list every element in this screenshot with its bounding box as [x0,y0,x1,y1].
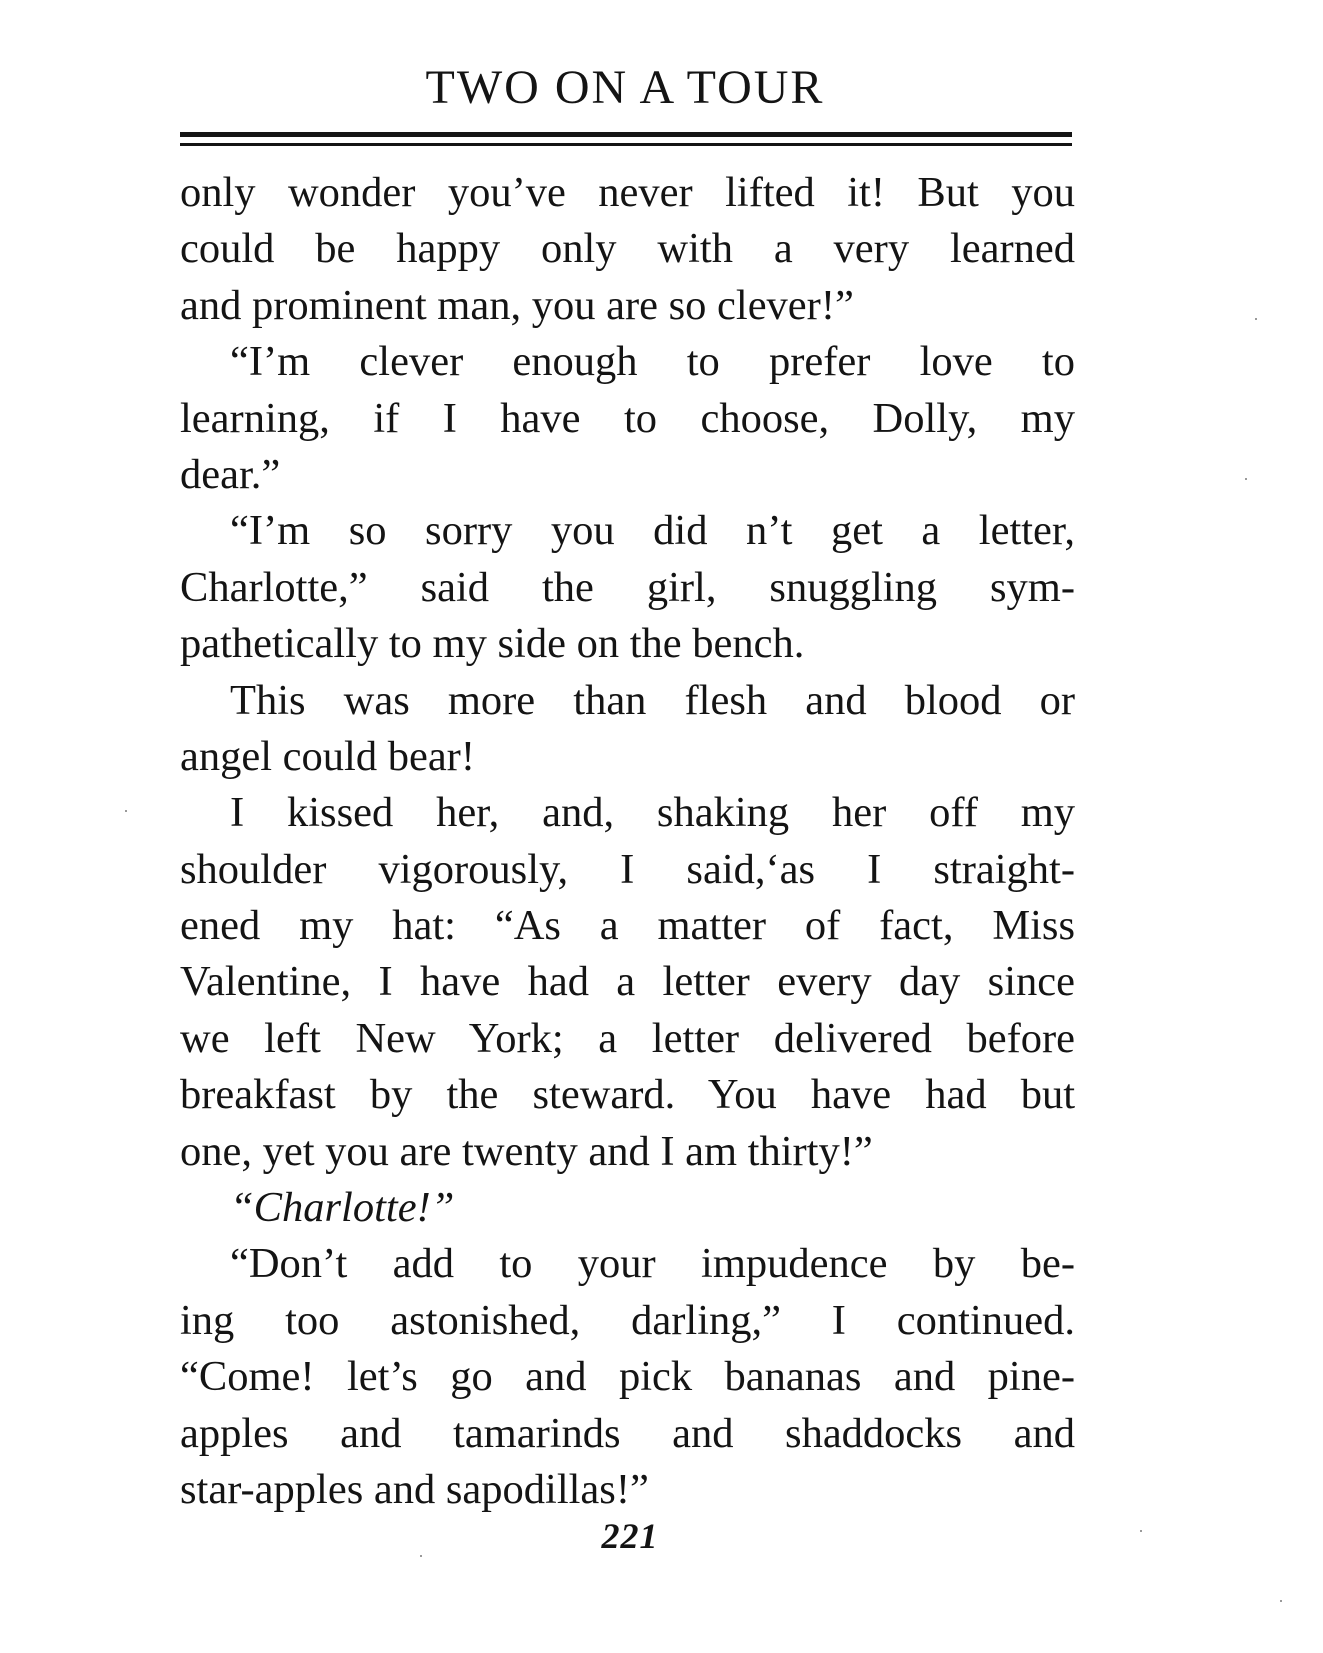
text-line: star-apples and sapodillas!” [180,1465,649,1513]
text-line: “Come! let’s go and pick bananas and pine- [180,1353,1075,1401]
text-line: This was more than flesh and blood or [230,676,1075,724]
header-double-rule [180,132,1072,149]
text-line: angel could bear! [180,732,475,780]
text-line: ened my hat: “As a matter of fact, Miss [180,902,1075,950]
page-number: 221 [601,1516,659,1556]
text-line: apples and tamarinds and shaddocks and [180,1409,1075,1457]
text-line: breakfast by the steward. You have had but [180,1071,1075,1119]
scan-speck [1280,1600,1282,1602]
text-line: “Don’t add to your impudence by be- [230,1240,1075,1288]
header-rule-thick [180,132,1072,137]
text-line: Valentine, I have had a letter every day since [180,958,1075,1006]
text-line: we left New York; a letter delivered before [180,1014,1075,1062]
scan-speck [1140,1530,1142,1532]
text-line: could be happy only with a very learned [180,225,1075,273]
text-line: learning, if I have to choose, Dolly, my [180,394,1075,442]
running-title: TWO ON A TOUR [425,61,825,114]
text-line: ing too astonished, darling,” I continued. [180,1296,1075,1344]
text-line: I kissed her, and, shaking her off my [230,789,1075,837]
text-line: and prominent man, you are so clever!” [180,281,854,329]
body-text [180,165,1075,1518]
text-line: only wonder you’ve never lifted it! But you [180,169,1075,216]
text-line: shoulder vigorously, I said,‘as I straight- [180,845,1075,893]
scan-speck [420,1555,422,1557]
text-line: “I’m so sorry you did n’t get a letter, [230,507,1075,555]
text-line: Charlotte,” said the girl, snuggling sym- [180,563,1075,611]
text-line: pathetically to my side on the bench. [180,620,805,668]
text-line: dear.” [180,450,281,498]
header-rule-thin [180,143,1072,146]
scan-speck [1245,478,1247,480]
text-line: “I’m clever enough to prefer love to [230,338,1075,386]
scan-speck [125,810,127,812]
scan-speck [1255,318,1257,320]
text-line: one, yet you are twenty and I am thirty!” [180,1127,873,1175]
text-line: “Charlotte!” [230,1184,455,1232]
